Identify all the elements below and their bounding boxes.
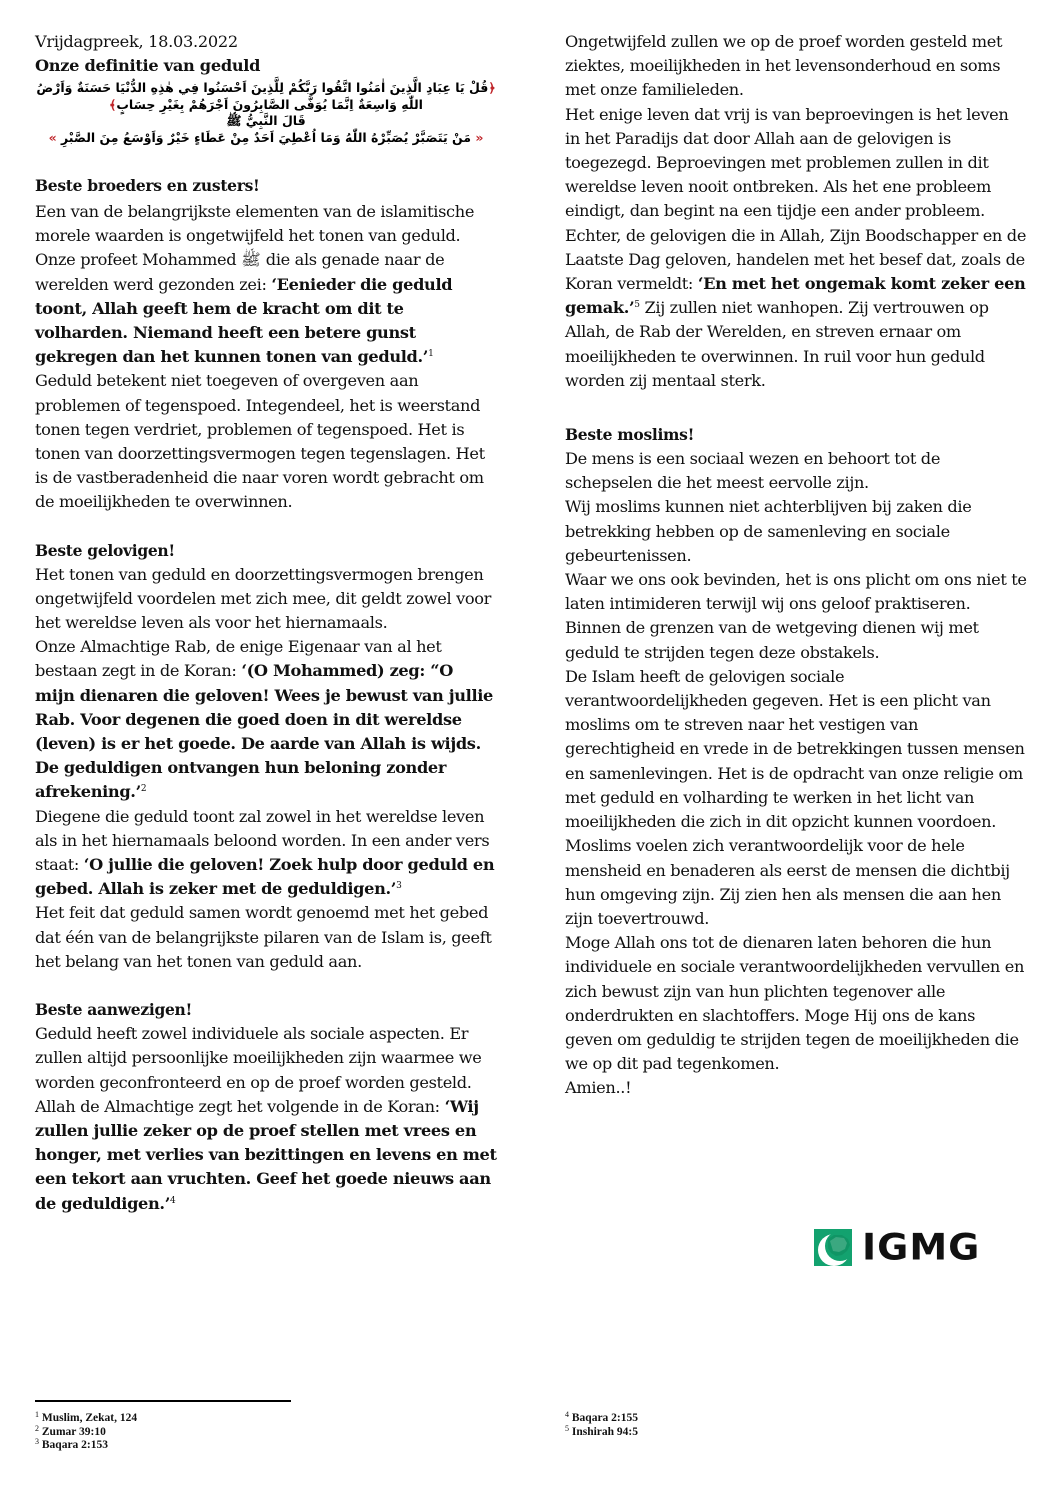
sermon-title: Onze definitie van geduld xyxy=(35,56,261,75)
arabic-hadith-text: مَنْ يَتَصَبَّرْ يُصَبِّرْهُ اللّٰهُ وَمَا اُعْطِيَ اَحَدٌ مِنْ عَطَاءٍ خَيْرٌ وَاَوْسَعُ مِنَ الصَّبْرِ xyxy=(61,129,471,145)
footnote-text: Baqara 2:153 xyxy=(41,1439,108,1451)
close-brace: ﴾ xyxy=(109,96,117,112)
logo-text: IGMG xyxy=(862,1226,981,1268)
paragraph-text: Het enige leven dat vrij is van beproevingen is het leven in het Paradijs dat door Allah aan de gelovigen is toegezegd. Beproevingen met problemen zullen in dit wereldse leven nooit ontbreken. Als het ene probleem eindigt, dan begint na een tijdje een ander probleem. Echter, de gelovigen die in Allah, Zijn Boodschapper en de Laatste Dag geloven, handelen met het besef dat, zoals de Koran vermeldt: xyxy=(565,104,1027,294)
spacer xyxy=(35,974,497,998)
footnote-number: 5 xyxy=(565,1423,569,1433)
paragraph: Ongetwijfeld zullen we op de proef worden gesteld met ziektes, moeilijkheden in het levensonderhoud en soms met onze familieleden. xyxy=(565,32,1003,100)
spacer xyxy=(565,393,1027,423)
paragraph-text: Een van de belangrijkste elementen van de islamitische morele waarden is ongetwijfeld het tonen van geduld. Onze profeet Mohammed ﷺ die als genade naar de werelden werd gezonden zei: xyxy=(35,202,475,294)
quran-quote: ‘O jullie die geloven! Zoek hulp door geduld en gebed. Allah is zeker met de geduldigen.’ xyxy=(35,855,495,899)
paragraph: Het feit dat geduld samen wordt genoemd met het gebed dat één van de belangrijkste pilaren van de Islam is, geeft het belang van het tonen van geduld aan. xyxy=(35,903,492,971)
arabic-block xyxy=(35,80,497,146)
footnote-text: Baqara 2:155 xyxy=(571,1412,638,1424)
section-heading: Beste moslims! xyxy=(565,425,695,445)
paragraph-text: Geduld heeft zowel individuele als sociale aspecten. Er zullen altijd persoonlijke moeilijkheden zijn waarmee we worden geconfronteerd en op de proef worden gesteld. Allah de Almachtige zegt het volgende in de Koran: xyxy=(35,1024,482,1116)
footnote-ref: 4 xyxy=(169,1195,176,1206)
arabic-hadith xyxy=(35,130,497,147)
crescent-globe-svg xyxy=(814,1229,852,1266)
footnote-number: 1 xyxy=(35,1410,39,1419)
quran-quote: ‘En met het ongemak komt zeker een gemak.’ xyxy=(565,274,1026,318)
section-heading: Beste aanwezigen! xyxy=(35,1000,193,1020)
paragraph: Geduld betekent niet toegeven of overgeven aan problemen of tegenspoed. Integendeel, het is weerstand tonen tegen verdriet, problemen of tegenspoed. Het is tonen van doorzettingsvermogen tegen tegenslagen. Het is de vastberadenheid die naar voren wordt gebracht om de moeilijkheden te overwinnen. xyxy=(35,371,485,512)
hadith-quote: ‘Eenieder die geduld toont, Allah geeft hem de kracht om dit te volharden. Niemand heeft een betere gunst gekregen dan het kunnen tonen van geduld.’ xyxy=(35,274,453,367)
section-heading: Beste broeders en zusters! xyxy=(35,176,260,195)
paragraph: Wij moslims kunnen niet achterblijven bij zaken die betrekking hebben op de samenleving en sociale gebeurtenissen. xyxy=(565,497,972,565)
left-column xyxy=(35,30,497,1216)
footnote-text: Muslim, Zekat, 124 xyxy=(41,1412,138,1424)
footnote xyxy=(565,1412,638,1426)
sermon-date: Vrijdagpreek, 18.03.2022 xyxy=(35,32,238,51)
footnote-text: Zumar 39:10 xyxy=(41,1425,106,1438)
footnote-number: 2 xyxy=(35,1423,39,1433)
spacer xyxy=(35,146,497,168)
open-quote: « xyxy=(475,129,484,145)
footnote-rule xyxy=(35,1400,291,1402)
paragraph: Moge Allah ons tot de dienaren laten behoren die hun individuele en sociale verantwoordelijkheden vervullen en zich bewust zijn van hun plichten tegenover alle onderdrukten en slachtoffers. Moge Hij ons de kans geven om geduldig te strijden tegen de moeilijkheden die we op dit pad tegenkomen. xyxy=(565,933,1025,1074)
footnotes-left xyxy=(35,1412,137,1453)
closing-amien: Amien..! xyxy=(565,1078,632,1098)
quran-quote: ‘Wij zullen jullie zeker op de proef stellen met vrees en honger, met verlies van bezittingen en levens en met een tekort aan vruchten. Geef het goede nieuws aan de geduldigen.’ xyxy=(35,1096,497,1213)
footnote xyxy=(35,1439,137,1453)
footnote-ref: 2 xyxy=(140,784,147,795)
footnote-ref: 1 xyxy=(428,349,434,360)
paragraph xyxy=(565,103,1027,393)
arabic-verse xyxy=(35,80,497,97)
quran-quote: ‘(O Mohammed) zeg: “O mijn dienaren die geloven! Wees je bewust van jullie Rab. Voor degenen die goed doen in dit wereldse (leven) is er het goede. De aarde van Allah is wijds. De geduldigen ontvangen hun beloning zonder afrekening.’ xyxy=(35,661,493,802)
arabic-hadith-intro: قَالَ النَّبِيُّ ﷺ xyxy=(226,113,306,128)
paragraph-text: Diegene die geduld toont zal zowel in het wereldse leven als in het hiernamaals beloond worden. In een ander vers staat: xyxy=(35,806,490,875)
footnote xyxy=(565,1423,639,1440)
crescent-globe-icon xyxy=(814,1229,852,1266)
paragraph: Het tonen van geduld en doorzettingsvermogen brengen ongetwijfeld voordelen met zich mee, dit geldt zowel voor het wereldse leven als voor het hiernamaals. xyxy=(35,564,492,633)
igmg-logo xyxy=(814,1226,996,1268)
footnote-ref: 3 xyxy=(396,881,402,892)
footnote-number: 3 xyxy=(35,1437,39,1446)
paragraph-text: Onze Almachtige Rab, de enige Eigenaar van al het bestaan zegt in de Koran: xyxy=(35,637,442,681)
arabic-verse-cont xyxy=(35,97,497,114)
paragraph xyxy=(35,1022,497,1216)
open-brace: ﴿ xyxy=(488,80,496,95)
paragraph xyxy=(35,805,497,902)
footnotes-right xyxy=(565,1412,638,1439)
section-heading: Beste gelovigen! xyxy=(35,540,175,560)
right-column xyxy=(565,30,1027,1101)
spacer xyxy=(35,515,497,539)
footnote xyxy=(35,1412,137,1426)
paragraph: De mens is een sociaal wezen en behoort tot de schepselen die het meest eervolle zijn. xyxy=(565,449,941,493)
footnote-text: Inshirah 94:5 xyxy=(571,1425,639,1438)
footnote xyxy=(35,1423,137,1440)
paragraph xyxy=(35,200,497,369)
close-quote: » xyxy=(48,129,57,145)
paragraph-text: Zij zullen niet wanhopen. Zij vertrouwen op Allah, de Rab der Werelden, en streven ernaar om moeilijkheden te overwinnen. In ruil voor hun geduld worden zij mentaal sterk. xyxy=(565,298,989,390)
arabic-verse-line2: اللّٰهِ وَاسِعَةٌ اِنَّمَا يُوَفَّى الصَّابِرُونَ اَجْرَهُمْ بِغَيْرِ حِسَابٍ xyxy=(116,96,423,112)
paragraph: Waar we ons ook bevinden, het is ons plicht om ons niet te laten intimideren terwijl wij ons geloof praktiseren. Binnen de grenzen van de wetgeving dienen wij met geduld te strijden tegen deze obstakels. xyxy=(565,570,1027,662)
paragraph: De Islam heeft de gelovigen sociale verantwoordelijkheden gegeven. Het is een plicht van moslims om te streven naar het vestigen van gerechtigheid en vrede in de betrekkingen tussen mensen en samenlevingen. Het is de opdracht van onze religie om met geduld en volharding te werken in het licht van moeilijkheden die zich in dit opzicht kunnen voordoen. Moslims voelen zich verantwoordelijk voor de hele mensheid en benaderen als eerst de mensen die dichtbij hun omgeving zijn. Zij zien hen als mensen die aan hen zijn toevertrouwd. xyxy=(565,666,1025,928)
arabic-verse-line1: قُلْ يَا عِبَادِ الَّذِينَ اٰمَنُوا اتَّقُوا رَبَّكُمْ لِلَّذِينَ اَحْسَنُوا فِي هٰذِهِ الدُّنْيَا حَسَنَةٌ وَاَرْضُ xyxy=(36,80,489,95)
footnote-ref: 5 xyxy=(634,300,640,311)
footnote-number: 4 xyxy=(565,1410,569,1419)
paragraph xyxy=(35,635,497,804)
